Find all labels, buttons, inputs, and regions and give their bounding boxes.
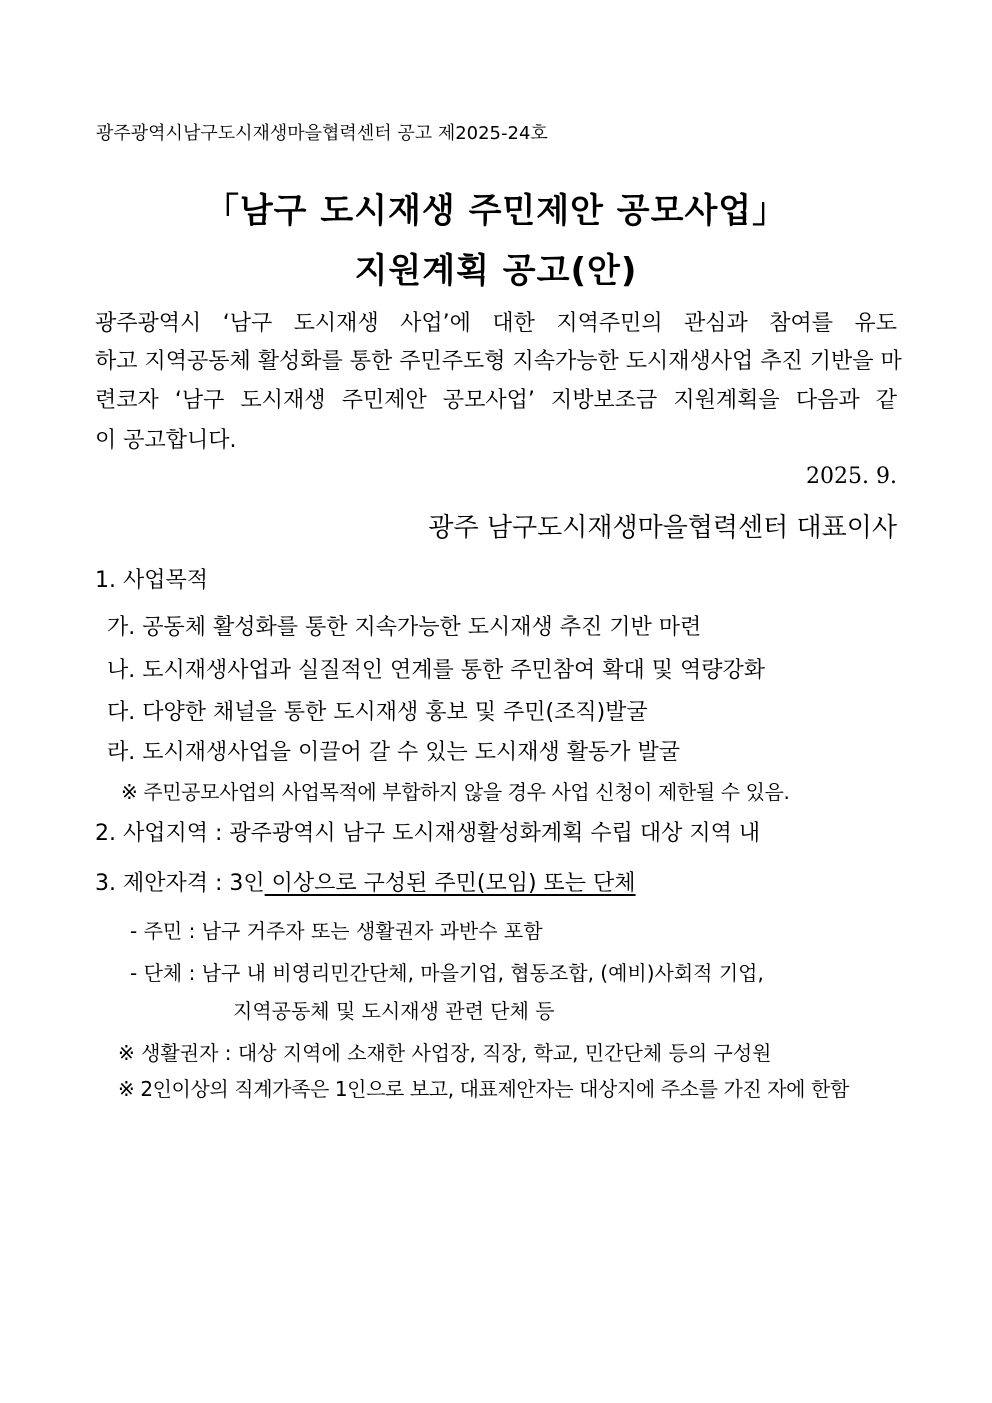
eligibility-resident: - 주민 : 남구 거주자 또는 생활권자 과반수 포함 <box>130 919 543 943</box>
document-subtitle: 지원계획 공고(안) <box>354 251 638 291</box>
section-1-heading: 1. 사업목적 <box>95 568 208 593</box>
section-3-heading-prefix: 3. 제안자격 : 3인 <box>95 871 265 896</box>
document-title: 「남구 도시재생 주민제안 공모사업」 <box>204 191 788 231</box>
intro-line-1: 광주광역시 ‘남구 도시재생 사업’에 대한 지역주민의 관심과 참여를 유도 <box>95 311 897 336</box>
purpose-item-4: 라. 도시재생사업을 이끌어 갈 수 있는 도시재생 활동가 발굴 <box>107 740 680 765</box>
organization-signature: 광주 남구도시재생마을협력센터 대표이사 <box>428 513 897 543</box>
section-3-heading <box>95 866 636 897</box>
purpose-item-1: 가. 공동체 활성화를 통한 지속가능한 도시재생 추진 기반 마련 <box>107 615 702 640</box>
announcement-date: 2025. 9. <box>806 464 897 489</box>
notice-number: 광주광역시남구도시재생마을협력센터 공고 제2025-24호 <box>96 123 548 144</box>
purpose-item-3: 다. 다양한 채널을 통한 도시재생 홍보 및 주민(조직)발굴 <box>107 700 648 725</box>
purpose-note: ※ 주민공모사업의 사업목적에 부합하지 않을 경우 사업 신청이 제한될 수 있음. <box>121 780 790 804</box>
intro-line-4: 이 공고합니다. <box>95 428 237 453</box>
intro-line-3: 련코자 ‘남구 도시재생 주민제안 공모사업’ 지방보조금 지원계획을 다음과 같 <box>95 388 897 413</box>
eligibility-organization-cont: 지역공동체 및 도시재생 관련 단체 등 <box>233 999 555 1023</box>
eligibility-note-2: ※ 2인이상의 직계가족은 1인으로 보고, 대표제안자는 대상지에 주소를 가진 자에 한함 <box>118 1077 849 1101</box>
purpose-item-2: 나. 도시재생사업과 실질적인 연계를 통한 주민참여 확대 및 역량강화 <box>107 658 765 683</box>
eligibility-organization: - 단체 : 남구 내 비영리민간단체, 마을기업, 협동조합, (예비)사회적 기업, <box>130 961 764 985</box>
eligibility-note-1: ※ 생활권자 : 대상 지역에 소재한 사업장, 직장, 학교, 민간단체 등의 구성원 <box>118 1041 772 1065</box>
intro-line-2: 하고 지역공동체 활성화를 통한 주민주도형 지속가능한 도시재생사업 추진 기반을 마 <box>95 349 902 374</box>
section-3-heading-underlined: 이상으로 구성된 주민(모임) 또는 단체 <box>264 871 636 896</box>
section-2-heading: 2. 사업지역 : 광주광역시 남구 도시재생활성화계획 수립 대상 지역 내 <box>95 821 761 846</box>
